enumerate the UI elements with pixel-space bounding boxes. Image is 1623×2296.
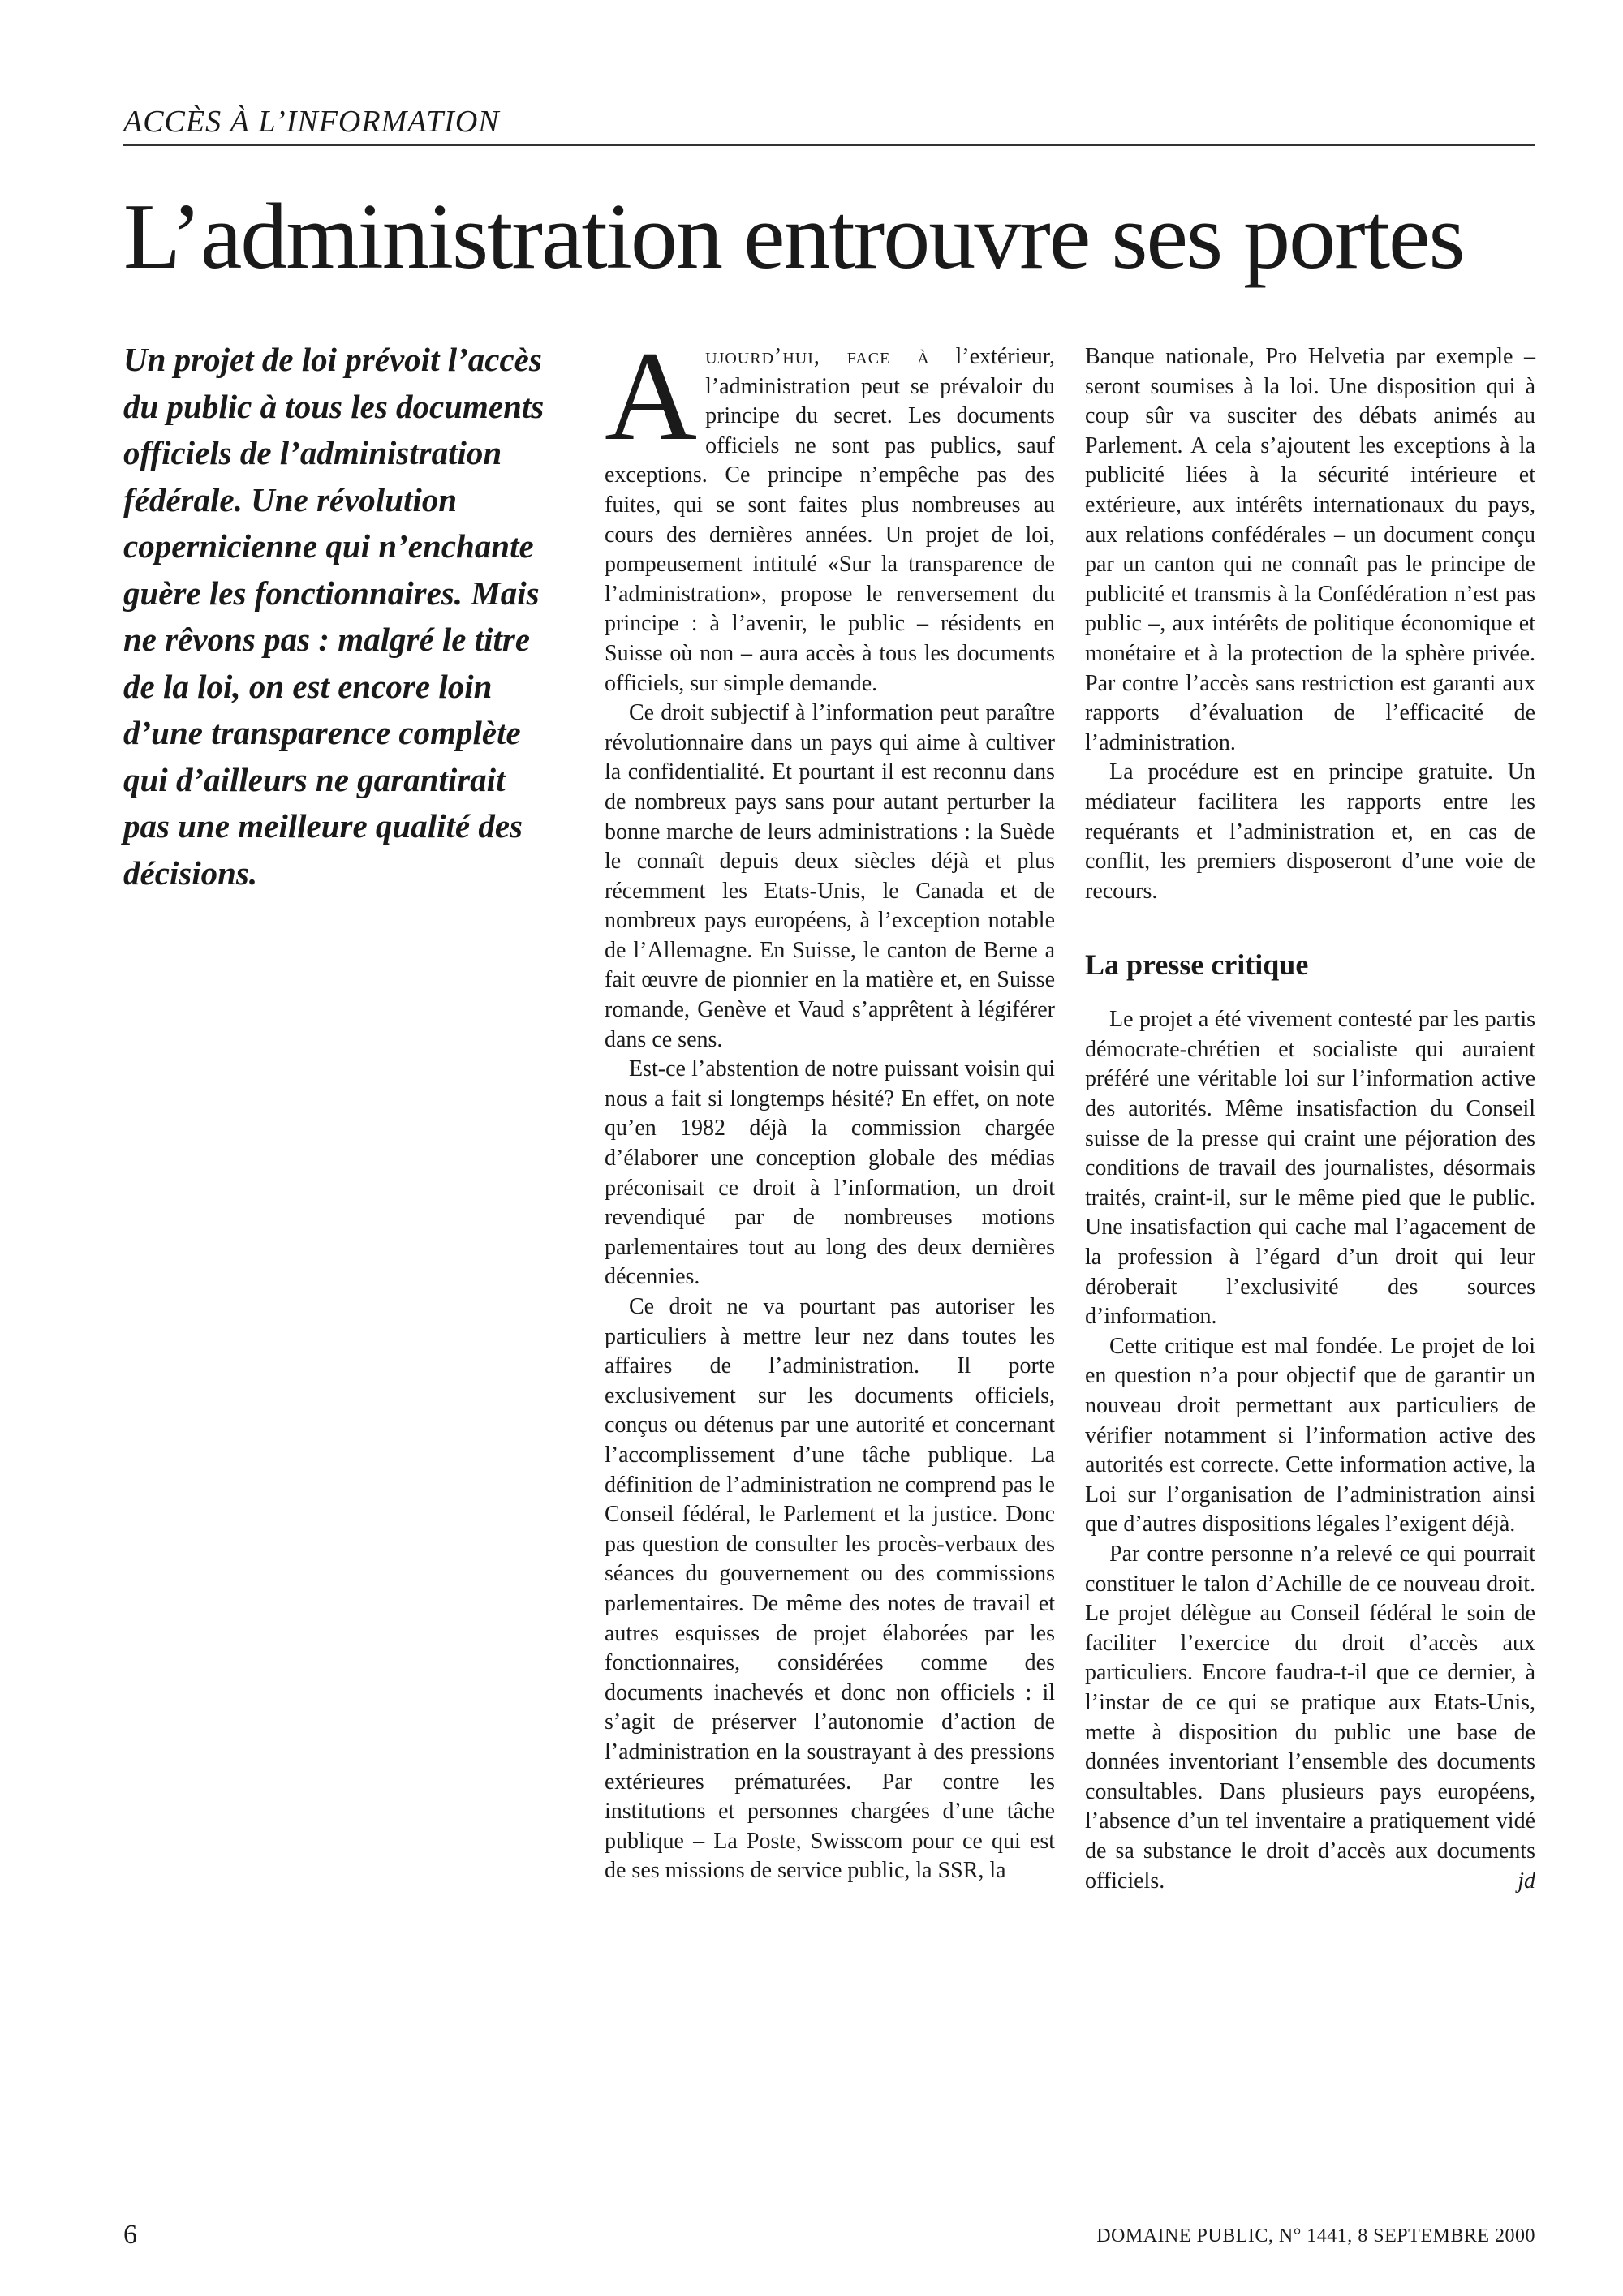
paragraph-8	[1085, 1540, 1535, 1896]
article-lead: Un projet de loi prévoit l’accès du public à tous les documents officiels de l’administration fédérale. Une révolution copernicienne qui n’enchante guère les fonctionnaires. Mais ne rêvons pas : malgré le titre de la loi, on est encore loin d’une transparence complète qui d’ailleurs ne garantirait pas une meilleure qualité des décisions.	[123, 341, 545, 892]
paragraph-1	[605, 325, 1055, 699]
article-column-2	[605, 325, 1055, 1886]
subheading: La presse critique	[1085, 948, 1309, 982]
paragraph-6: Le projet a été vivement contesté par les partis démocrate-chrétien et socialiste qui auraient préféré une véritable loi sur l’information active des autorités. Même insatisfaction du Conseil suisse de la presse qui craint une péjoration des conditions de travail des journalistes, désormais traités, craint-il, sur le même pied que le public. Une insatisfaction qui cache mal l’agacement de la profession à l’égard d’un droit qui leur déroberait l’exclusivité des sources d’information.	[1085, 1007, 1535, 1330]
paragraph-3: Est-ce l’abstention de notre puissant voisin qui nous a fait si longtemps hésité? En effet, on note qu’en 1982 déjà la commission chargée d’élaborer une conception globale des médias préconisait ce droit à l’information, un droit revendiqué par de nombreuses motions parlementaires tout au long des deux dernières décennies.	[605, 1056, 1055, 1290]
section-rubric: ACCÈS À L’INFORMATION	[123, 101, 1535, 146]
opening-smallcaps: ujourd’hui, face à	[705, 344, 930, 369]
article-title: L’administration entrouvre ses portes	[123, 185, 1464, 289]
article-column-3	[1085, 342, 1535, 1896]
paragraph-8-text: Par contre personne n’a relevé ce qui pourrait constituer le talon d’Achille de ce nouveau droit. Le projet délègue au Conseil fédéral le soin de faciliter l’exercice du droit d’accès aux particuliers. Encore faudra-t-il que ce dernier, à l’instar de ce qui se pratique aux Etats-Unis, mette à disposition du public une base de données inventoriant l’ensemble des documents consultables. Dans plusieurs pays européens, l’absence d’un tel inventaire a pratiquement vidé de sa substance le droit d’accès aux documents officiels.	[1085, 1541, 1535, 1894]
publication-reference: DOMAINE PUBLIC, N° 1441, 8 SEPTEMBRE 2000	[1096, 2225, 1535, 2247]
paragraph-7: Cette critique est mal fondée. Le projet de loi en question n’a pour objectif que de garantir un nouveau droit permettant aux particuliers de vérifier notamment si l’information active des autorités est correcte. Cette information active, la Loi sur l’organisation de l’administration ainsi que d’autres dispositions légales l’exigent déjà.	[1085, 1333, 1535, 1537]
paragraph-4: Ce droit ne va pourtant pas autoriser les particuliers à mettre leur nez dans toutes les affaires de l’administration. Il porte exclusivement sur les documents officiels, conçus ou détenus par une autorité et concernant l’accomplissement d’une tâche publique. La définition de l’administration ne comprend pas le Conseil fédéral, le Parlement et la justice. Donc pas question de consulter les procès-verbaux des séances du gouvernement ou des commissions parlementaires. De même des notes de travail et autres esquisses de projet élaborées par les fonctionnaires, considérées comme des documents inachevés et donc non officiels : il s’agit de préserver l’autonomie d’action de l’administration en la soustrayant à des pressions extérieures prématurées. Par contre les institutions et personnes chargées d’une tâche publique – La Poste, Swisscom pour ce qui est de ses missions de service public, la SSR, la	[605, 1294, 1055, 1884]
paragraph-1-text: l’extérieur, l’administration peut se prévaloir du principe du secret. Les documents officiels ne sont pas publics, sauf exceptions. Ce principe n’empêche pas des fuites, qui se sont faites plus nombreuses au cours des dernières années. Un projet de loi, pompeusement intitulé «Sur la transparence de l’administration», propose le renversement du principe : à l’avenir, le public – résidents en Suisse où non – aura accès à tous les documents officiels, sur simple demande.	[605, 344, 1055, 696]
paragraph-2: Ce droit subjectif à l’information peut paraître révolutionnaire dans un pays qui aime à cultiver la confidentialité. Et pourtant il est reconnu dans de nombreux pays sans pour autant perturber la bonne marche de leurs administrations : la Suède le connaît depuis deux siècles déjà et plus récemment les Etats-Unis, le Canada et de nombreux pays européens, à l’exception notable de l’Allemagne. En Suisse, le canton de Berne a fait œuvre de pionnier en la matière et, en Suisse romande, Genève et Vaud s’apprêtent à légiférer dans ce sens.	[605, 700, 1055, 1052]
paragraph-5: La procédure est en principe gratuite. Un médiateur facilitera les rapports entre les requérants et l’administration et, en cas de conflit, les premiers disposeront d’une voie de recours.	[1085, 759, 1535, 904]
drop-cap: A	[605, 325, 698, 467]
page-number: 6	[123, 2220, 137, 2250]
paragraph-4-continued: Banque nationale, Pro Helvetia par exemple – seront soumises à la loi. Une disposition qui à coup sûr va susciter des débats animés au Parlement. A cela s’ajoutent les exceptions à la publicité liées à la sécurité intérieure et extérieure, aux intérêts internationaux du pays, aux relations confédérales – un document conçu par un canton qui ne connaît pas le principe de publicité et transmis à la Confédération n’est pas public –, aux intérêts de politique économique et monétaire et à la protection de la sphère privée. Par contre l’accès sans restriction est garanti aux rapports d’évaluation de l’efficacité de l’administration.	[1085, 344, 1535, 755]
author-signature: jd	[1518, 1868, 1535, 1894]
